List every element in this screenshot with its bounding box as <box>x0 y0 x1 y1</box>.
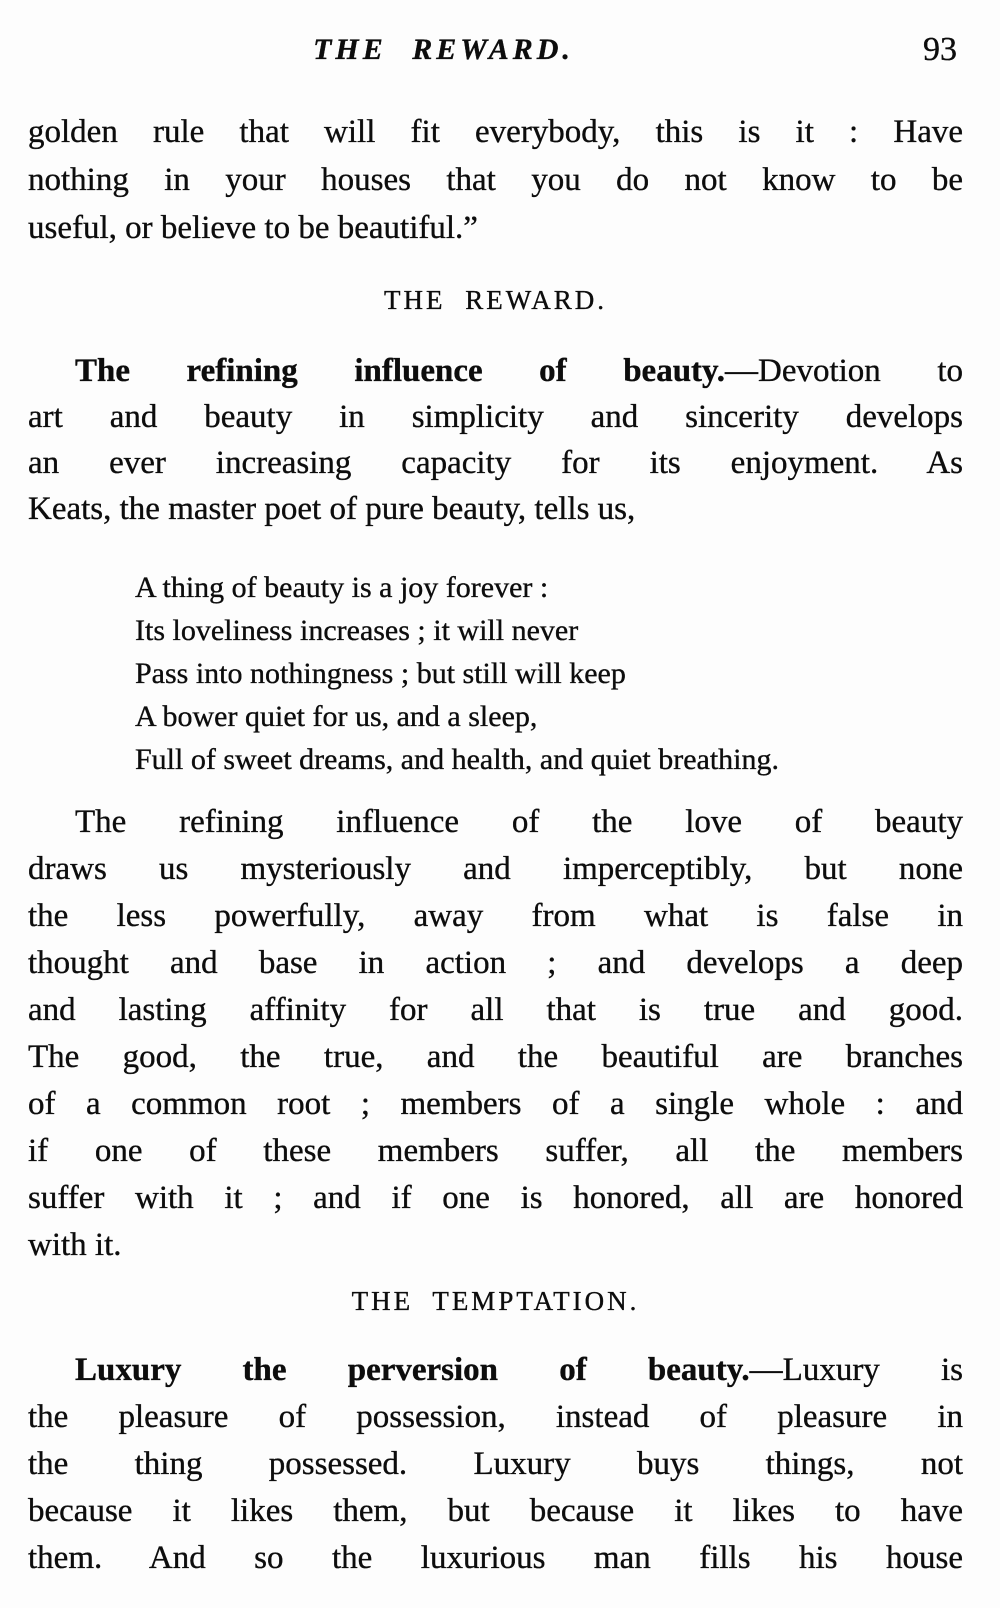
text-run: —Devotion to <box>724 353 964 389</box>
run-in-heading: Luxury the perversion of beauty. <box>75 1352 750 1388</box>
poem-line: Pass into nothingness ; but still will keep <box>135 657 626 690</box>
text-line: draws us mysteriously and imperceptibly, but none <box>28 851 963 887</box>
text-line <box>28 348 963 394</box>
text-line: the pleasure of possession, instead of pleasure in <box>28 1399 963 1435</box>
poem-line: Its loveliness increases ; it will never <box>135 614 579 647</box>
text-line: The good, the true, and the beautiful are branches <box>28 1039 963 1075</box>
section-heading-temptation: THE TEMPTATION. <box>351 1286 640 1316</box>
text-line: them. And so the luxurious man fills his house <box>28 1540 963 1576</box>
text-line: The refining influence of the love of beauty <box>75 804 963 840</box>
text-line: an ever increasing capacity for its enjoyment. As <box>28 445 963 481</box>
paragraph-luxury <box>28 1347 963 1582</box>
text-line: because it likes them, but because it likes to have <box>28 1493 963 1529</box>
poem-line: A bower quiet for us, and a sleep, <box>135 700 538 733</box>
text-line: art and beauty in simplicity and sincerity develops <box>28 399 963 435</box>
page-number: 93 <box>923 31 957 68</box>
run-in-heading: The refining influence of beauty. <box>75 353 725 389</box>
text-line: suffer with it ; and if one is honored, all are honored <box>28 1180 963 1216</box>
paragraph-intro <box>28 108 963 252</box>
text-line: thought and base in action ; and develops a deep <box>28 945 963 981</box>
running-title: THE REWARD. <box>313 33 574 66</box>
text-line: useful, or believe to be beautiful.” <box>28 210 478 246</box>
text-line <box>28 1347 963 1394</box>
text-line: the less powerfully, away from what is false in <box>28 898 963 934</box>
poem-line: Full of sweet dreams, and health, and quiet breathing. <box>135 743 779 776</box>
poem-line: A thing of beauty is a joy forever : <box>135 571 549 604</box>
text-line: golden rule that will fit everybody, this is it : Have <box>28 114 963 150</box>
text-run: —Luxury is <box>749 1352 963 1388</box>
text-line: with it. <box>28 1227 122 1263</box>
running-head <box>28 30 963 70</box>
paragraph-refining-influence <box>28 348 963 532</box>
paragraph-love-of-beauty <box>28 799 963 1269</box>
text-line: and lasting affinity for all that is true and good. <box>28 992 963 1028</box>
text-line: Keats, the master poet of pure beauty, tells us, <box>28 491 636 527</box>
text-line: nothing in your houses that you do not know to be <box>28 162 963 198</box>
poem-keats-quote <box>28 566 963 781</box>
text-line: if one of these members suffer, all the members <box>28 1133 963 1169</box>
section-heading-reward: THE REWARD. <box>384 285 607 315</box>
text-line: of a common root ; members of a single whole : and <box>28 1086 963 1122</box>
text-line: the thing possessed. Luxury buys things, not <box>28 1446 963 1482</box>
